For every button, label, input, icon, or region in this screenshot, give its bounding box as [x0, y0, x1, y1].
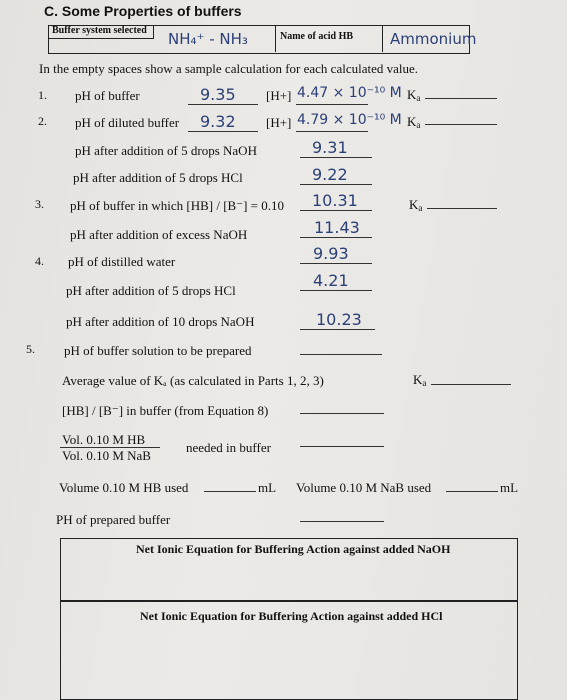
ph-hcl-line [300, 184, 372, 185]
ph-water-line [300, 263, 372, 264]
h-conc-label-2: [H+] [266, 115, 292, 130]
item-number-5: 5. [26, 342, 35, 356]
ph-buffer-line [188, 104, 258, 105]
ph-diluted-value[interactable]: 9.32 [200, 112, 236, 131]
ka-label-2: Ka [407, 114, 421, 130]
h-conc-label-1: [H+] [266, 88, 292, 103]
ph-ratio-line [300, 210, 372, 211]
ph-water-hcl-label: pH after addition of 5 drops HCl [66, 283, 236, 298]
section-title: C. Some Properties of buffers [44, 3, 242, 19]
item-number-2: 2. [38, 114, 47, 128]
ph-hcl-value[interactable]: 9.22 [312, 165, 348, 184]
ka-line-3[interactable] [427, 208, 497, 209]
ph-water-value[interactable]: 9.93 [313, 244, 349, 263]
ph-naoh-line [300, 157, 372, 158]
ph-prepared-line[interactable] [300, 521, 384, 522]
item-number-3: 3. [35, 197, 44, 211]
ml-unit-1: mL [258, 480, 277, 495]
h-conc-value-2[interactable]: 4.79 × 10⁻¹⁰ M [297, 112, 402, 128]
ratio-label: [HB] / [B⁻] in buffer (from Equation 8) [62, 403, 269, 418]
needed-line[interactable] [300, 446, 384, 447]
vol-hb-label: Vol. 0.10 M HB [62, 432, 146, 447]
acid-name-label: Name of acid HB [280, 31, 354, 42]
ratio-line[interactable] [300, 413, 384, 414]
needed-label: needed in buffer [186, 440, 271, 455]
vol-nab-label: Vol. 0.10 M NaB [62, 448, 151, 463]
ph-prepared-target-label: pH of buffer solution to be prepared [64, 343, 252, 358]
ka-line-avg[interactable] [431, 384, 511, 385]
ka-line-1[interactable] [425, 98, 497, 99]
ph-water-naoh-line [300, 329, 375, 330]
ph-naoh-label: pH after addition of 5 drops NaOH [75, 143, 257, 158]
ph-prepared-target-line[interactable] [300, 354, 382, 355]
item-number-1: 1. [38, 88, 47, 102]
ph-ratio-value[interactable]: 10.31 [312, 191, 358, 210]
ka-label-avg: Ka [413, 372, 427, 388]
h-conc-line-1 [296, 104, 368, 105]
item-number-4: 4. [35, 254, 44, 268]
hcl-equation-title: Net Ionic Equation for Buffering Action against added HCl [140, 609, 443, 623]
naoh-equation-title: Net Ionic Equation for Buffering Action against added NaOH [136, 542, 451, 556]
vol-nab-used-label: Volume 0.10 M NaB used [296, 480, 432, 495]
h-conc-value-1[interactable]: 4.47 × 10⁻¹⁰ M [297, 85, 402, 101]
vol-nab-used-line[interactable] [446, 491, 498, 492]
h-conc-line-2 [296, 131, 368, 132]
buffer-system-value[interactable]: NH₄⁺ - NH₃ [168, 30, 248, 48]
ka-label-3: Ka [409, 197, 423, 213]
ph-buffer-value[interactable]: 9.35 [200, 85, 236, 104]
ml-unit-2: mL [500, 480, 519, 495]
ph-excess-naoh-label: pH after addition of excess NaOH [70, 227, 248, 242]
ph-excess-naoh-value[interactable]: 11.43 [314, 218, 360, 237]
instructions: In the empty spaces show a sample calculation for each calculated value. [39, 61, 419, 76]
ph-buffer-label: pH of buffer [75, 88, 140, 103]
ph-hcl-label: pH after addition of 5 drops HCl [73, 170, 243, 185]
ph-water-hcl-line [300, 290, 372, 291]
ph-water-hcl-value[interactable]: 4.21 [313, 271, 349, 290]
ph-ratio-label: pH of buffer in which [HB] / [B⁻] = 0.10 [70, 198, 284, 213]
vol-hb-used-line[interactable] [204, 491, 256, 492]
ph-water-naoh-label: pH after addition of 10 drops NaOH [66, 314, 255, 329]
buffer-system-label: Buffer system selected [52, 25, 147, 36]
ka-line-2[interactable] [425, 124, 497, 125]
ph-water-label: pH of distilled water [68, 254, 176, 269]
average-ka-label: Average value of Kₐ (as calculated in Parts 1, 2, 3) [62, 373, 324, 388]
acid-name-value[interactable]: Ammonium [390, 30, 477, 48]
ph-water-naoh-value[interactable]: 10.23 [316, 310, 362, 329]
vol-hb-used-label: Volume 0.10 M HB used [59, 480, 189, 495]
ka-label-1: Ka [407, 87, 421, 103]
ph-diluted-line [188, 131, 258, 132]
ph-prepared-label: PH of prepared buffer [56, 512, 171, 527]
ph-excess-naoh-line [300, 237, 372, 238]
ph-diluted-label: pH of diluted buffer [75, 115, 180, 130]
ph-naoh-value[interactable]: 9.31 [312, 138, 348, 157]
